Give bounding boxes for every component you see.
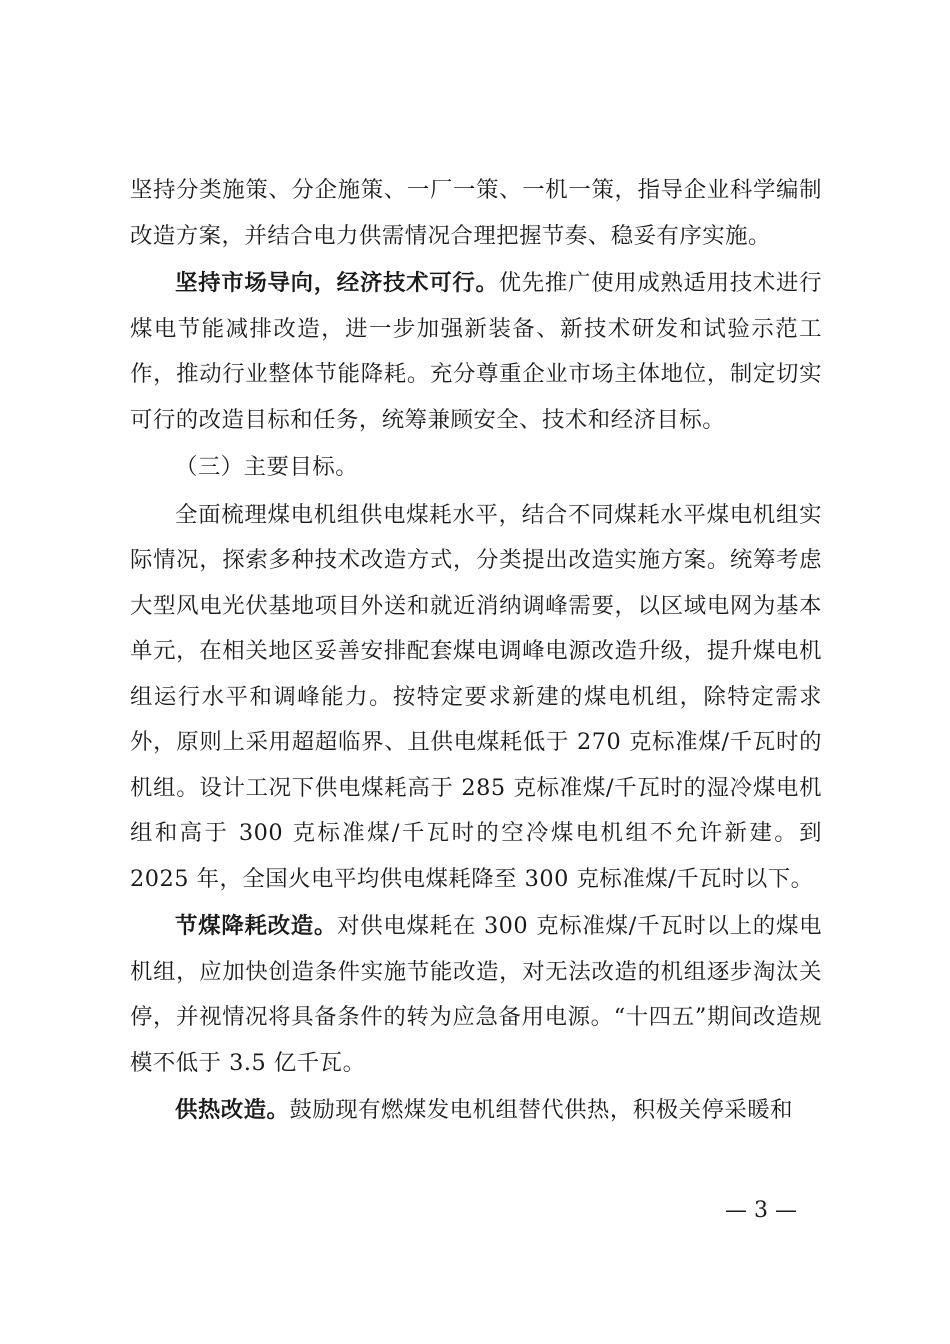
paragraph-market-orientation	[130, 261, 822, 443]
paragraph-lead: 坚持市场导向，经济技术可行。	[175, 270, 499, 296]
paragraph-coal-saving	[130, 904, 822, 1086]
section-heading-main-goals	[130, 445, 822, 491]
paragraph-main-goals	[130, 493, 822, 903]
paragraph-text: 坚持分类施策、分企施策、一厂一策、一机一策，指导企业科学编制改造方案，并结合电力供需情况合理把握节奏、稳妥有序实施。	[130, 177, 822, 249]
paragraph-text: 鼓励现有燃煤发电机组替代供热，积极关停采暖和	[289, 1097, 794, 1123]
section-heading-text: （三）主要目标。	[175, 454, 359, 480]
paragraph-text: 对供电煤耗在 300 克标准煤/千瓦时以上的煤电机组，应加快创造条件实施节能改造，对无法改造的机组逐步淘汰关停，并视情况将具备条件的转为应急备用电源。“十四五”期间改造规模不低于 3.5 亿千瓦。	[130, 913, 823, 1076]
paragraph-heating	[130, 1088, 822, 1134]
paragraph-text: 优先推广使用成熟适用技术进行煤电节能减排改造，进一步加强新装备、新技术研发和试验示范工作，推动行业整体节能降耗。充分尊重企业市场主体地位，制定切实可行的改造目标和任务，统筹兼顾安全、技术和经济目标。	[130, 270, 823, 433]
page-number: — 3 —	[725, 1198, 797, 1223]
paragraph-continuation	[130, 168, 822, 259]
paragraph-lead: 供热改造。	[175, 1097, 290, 1123]
document-body	[130, 168, 822, 1134]
paragraph-lead: 节煤降耗改造。	[175, 913, 338, 939]
paragraph-text: 全面梳理煤电机组供电煤耗水平，结合不同煤耗水平煤电机组实际情况，探索多种技术改造方式，分类提出改造实施方案。统筹考虑大型风电光伏基地项目外送和就近消纳调峰需要，以区域电网为基本单元，在相关地区妥善安排配套煤电调峰电源改造升级，提升煤电机组运行水平和调峰能力。按特定要求新建的煤电机组，除特定需求外，原则上采用超超临界、且供电煤耗低于 270 克标准煤/千瓦时的机组。设计工况下供电煤耗高于 285 克标准煤/千瓦时的湿冷煤电机组和高于 300 克标准煤/千瓦时的空冷煤电机组不允许新建。到 2025 年，全国火电平均供电煤耗降至 300 克标准煤/千瓦时以下。	[130, 501, 822, 892]
